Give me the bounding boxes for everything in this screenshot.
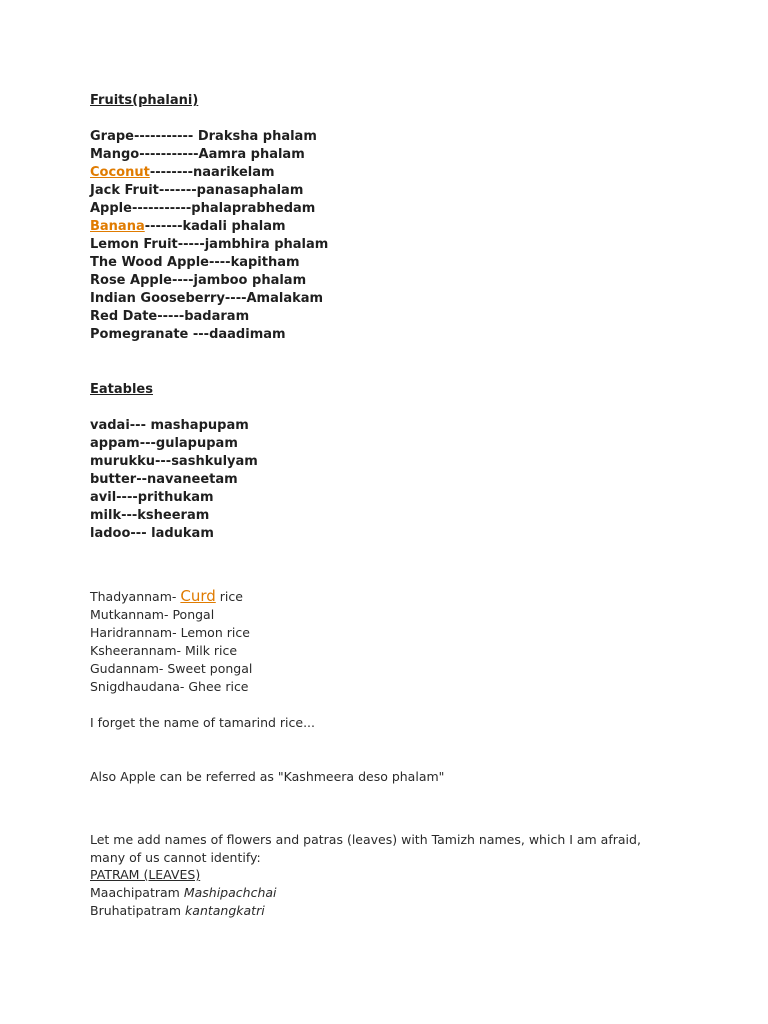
- patram-tamil-name: kantangkatri: [185, 903, 265, 918]
- fruit-item: Lemon Fruit-----jambhira phalam: [90, 237, 329, 252]
- fruit-item: Jack Fruit-------panasaphalam: [90, 183, 304, 198]
- eatable-item: appam---gulapupam: [90, 436, 238, 451]
- eatable-item: butter--navaneetam: [90, 472, 238, 487]
- patram-name: Maachipatram: [90, 885, 184, 900]
- fruit-item: Mango-----------Aamra phalam: [90, 147, 305, 162]
- rice-item-post: rice: [215, 589, 243, 604]
- fruit-item-rest: -------kadali phalam: [144, 219, 286, 234]
- fruit-item: Apple-----------phalaprabhedam: [90, 201, 316, 216]
- patram-tamil-name: Mashipachchai: [183, 885, 277, 900]
- eatable-item: vadai--- mashapupam: [90, 418, 249, 433]
- fruit-item-rest: --------naarikelam: [149, 165, 275, 180]
- banana-link[interactable]: Banana: [90, 219, 145, 234]
- fruit-item: [90, 218, 286, 236]
- fruit-item: The Wood Apple----kapitham: [90, 255, 300, 270]
- fruit-item: Indian Gooseberry----Amalakam: [90, 291, 324, 306]
- eatables-heading: Eatables: [90, 382, 153, 397]
- fruit-item: Pomegranate ---daadimam: [90, 327, 286, 342]
- rice-item-pre: Thadyannam-: [90, 589, 181, 604]
- coconut-link[interactable]: Coconut: [90, 165, 150, 180]
- rice-item: Mutkannam- Pongal: [90, 607, 215, 622]
- fruit-item: Grape----------- Draksha phalam: [90, 129, 317, 144]
- patram-heading: PATRAM (LEAVES): [90, 867, 201, 882]
- eatable-item: ladoo--- ladukam: [90, 526, 214, 541]
- eatable-item: avil----prithukam: [90, 490, 214, 505]
- eatable-item: murukku---sashkulyam: [90, 454, 258, 469]
- curd-link[interactable]: Curd: [180, 587, 216, 605]
- apple-note: Also Apple can be referred as "Kashmeera deso phalam": [90, 769, 445, 784]
- flowers-intro-line-1: Let me add names of flowers and patras (leaves) with Tamizh names, which I am afraid,: [90, 832, 641, 847]
- patram-name: Bruhatipatram: [90, 903, 186, 918]
- rice-item: Snigdhaudana- Ghee rice: [90, 679, 249, 694]
- fruit-item: Rose Apple----jamboo phalam: [90, 273, 307, 288]
- rice-item: Gudannam- Sweet pongal: [90, 661, 253, 676]
- fruits-heading: Fruits(phalani): [90, 93, 199, 108]
- fruit-item: Red Date-----badaram: [90, 309, 250, 324]
- fruit-item: [90, 164, 275, 182]
- rice-item: [90, 587, 243, 606]
- tamarind-note: I forget the name of tamarind rice...: [90, 715, 315, 730]
- patram-item: [90, 902, 265, 920]
- patram-item: [90, 884, 277, 902]
- eatable-item: milk---ksheeram: [90, 508, 210, 523]
- flowers-intro-line-2: many of us cannot identify:: [90, 850, 261, 865]
- rice-item: Haridrannam- Lemon rice: [90, 625, 250, 640]
- rice-item: Ksheerannam- Milk rice: [90, 643, 238, 658]
